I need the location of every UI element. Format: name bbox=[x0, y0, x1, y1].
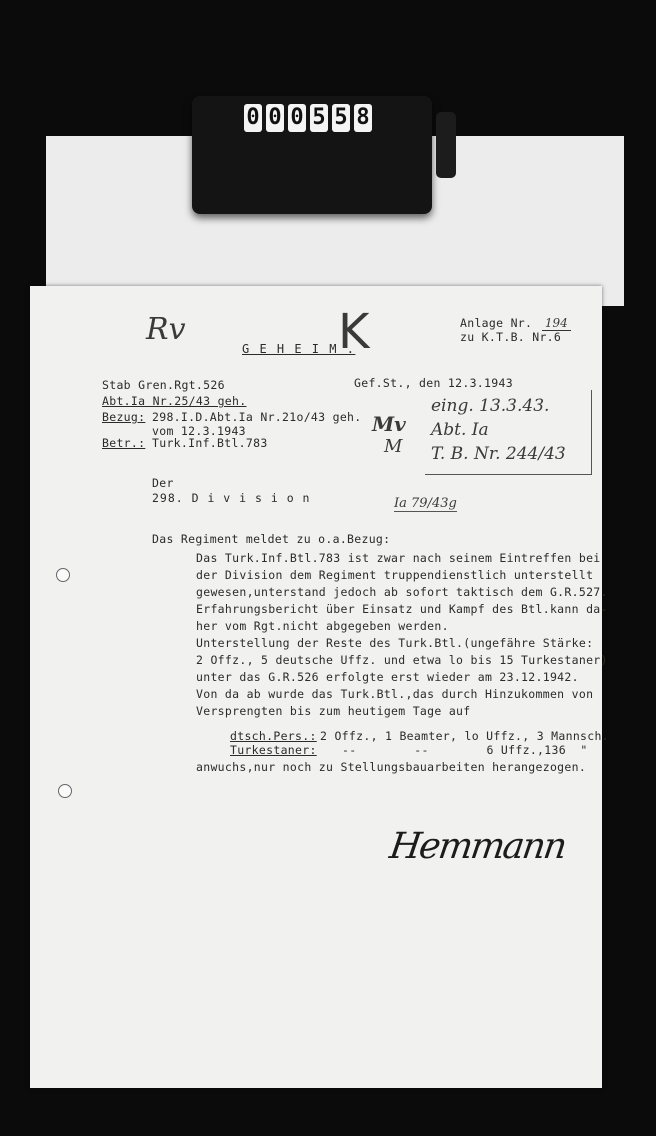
frame-counter bbox=[244, 104, 372, 132]
body-line: unter das G.R.526 erfolgte erst wieder am 23.12.1942. bbox=[196, 670, 579, 684]
bezug-value: 298.I.D.Abt.Ia Nr.21o/43 geh. bbox=[152, 410, 362, 424]
strength-label: Turkestaner: bbox=[230, 743, 317, 757]
counter-post bbox=[436, 112, 456, 178]
strength-label: dtsch.Pers.: bbox=[230, 729, 317, 743]
counter-digit: 0 bbox=[288, 104, 306, 132]
ia-reference: Ia 79/43g bbox=[394, 496, 457, 511]
bezug-label: Bezug: bbox=[102, 410, 146, 424]
betr-label: Betr.: bbox=[102, 436, 146, 450]
body-line: Von da ab wurde das Turk.Btl.,das durch Hinzukommen von bbox=[196, 687, 594, 701]
punch-hole bbox=[56, 568, 70, 582]
stamp-date: eing. 13.3.43. bbox=[431, 396, 550, 416]
annex-number: 194 bbox=[542, 316, 571, 331]
annex-label: Anlage Nr. bbox=[460, 316, 533, 330]
body-line: Versprengten bis zum heutigem Tage auf bbox=[196, 704, 471, 718]
body-line: 2 Offz., 5 deutsche Uffz. und etwa lo bis 15 Turkestaner) bbox=[196, 653, 608, 667]
stamp-number: T. B. Nr. 244/43 bbox=[431, 444, 566, 464]
body-line: Das Turk.Inf.Btl.783 ist zwar nach seinem Eintreffen bei bbox=[196, 551, 601, 565]
sender-unit: Stab Gren.Rgt.526 bbox=[102, 378, 225, 392]
body-intro: Das Regiment meldet zu o.a.Bezug: bbox=[152, 532, 391, 546]
recipient-der: Der bbox=[152, 476, 174, 490]
strength-value: 2 Offz., 1 Beamter, lo Uffz., 3 Mannsch. bbox=[320, 729, 609, 743]
document-page bbox=[30, 286, 609, 1088]
place-date: Gef.St., den 12.3.1943 bbox=[354, 376, 513, 390]
body-line: Erfahrungsbericht über Einsatz und Kampf des Btl.kann da- bbox=[196, 602, 608, 616]
body-closing: anwuchs,nur noch zu Stellungsbauarbeiten herangezogen. bbox=[196, 760, 587, 774]
annex-ktb: zu K.T.B. Nr.6 bbox=[460, 330, 562, 344]
counter-digit: 0 bbox=[266, 104, 284, 132]
body-line: der Division dem Regiment truppendienstlich unterstellt bbox=[196, 568, 594, 582]
sender-ref: Abt.Ia Nr.25/43 geh. bbox=[102, 394, 247, 408]
counter-digit: 0 bbox=[244, 104, 262, 132]
signature: Hemmann bbox=[387, 826, 568, 867]
counter-digit: 5 bbox=[310, 104, 328, 132]
handwritten-mark: Mv bbox=[372, 412, 406, 436]
punch-hole bbox=[58, 784, 72, 798]
body-line: her vom Rgt.nicht abgegeben werden. bbox=[196, 619, 449, 633]
handwritten-mark: M bbox=[384, 436, 403, 457]
annex-block bbox=[460, 312, 571, 331]
betr-value: Turk.Inf.Btl.783 bbox=[152, 436, 268, 450]
handwritten-k: K bbox=[338, 304, 370, 360]
recipient-division: 298. D i v i s i o n bbox=[152, 491, 311, 505]
counter-digit: 5 bbox=[332, 104, 350, 132]
counter-digit: 8 bbox=[354, 104, 372, 132]
secret-heading: G E H E I M . bbox=[242, 342, 356, 356]
bezug-date: vom 12.3.1943 bbox=[152, 424, 246, 438]
body-paragraph bbox=[196, 550, 608, 720]
receipt-stamp bbox=[425, 390, 592, 475]
strength-value: -- -- 6 Uffz.,136 " bbox=[342, 743, 588, 757]
handwritten-initial: Rv bbox=[146, 312, 186, 347]
body-line: Unterstellung der Reste des Turk.Btl.(ungefähre Stärke: bbox=[196, 636, 594, 650]
body-line: gewesen,unterstand jedoch ab sofort taktisch dem G.R.527. bbox=[196, 585, 608, 599]
stamp-dept: Abt. Ia bbox=[431, 420, 489, 440]
